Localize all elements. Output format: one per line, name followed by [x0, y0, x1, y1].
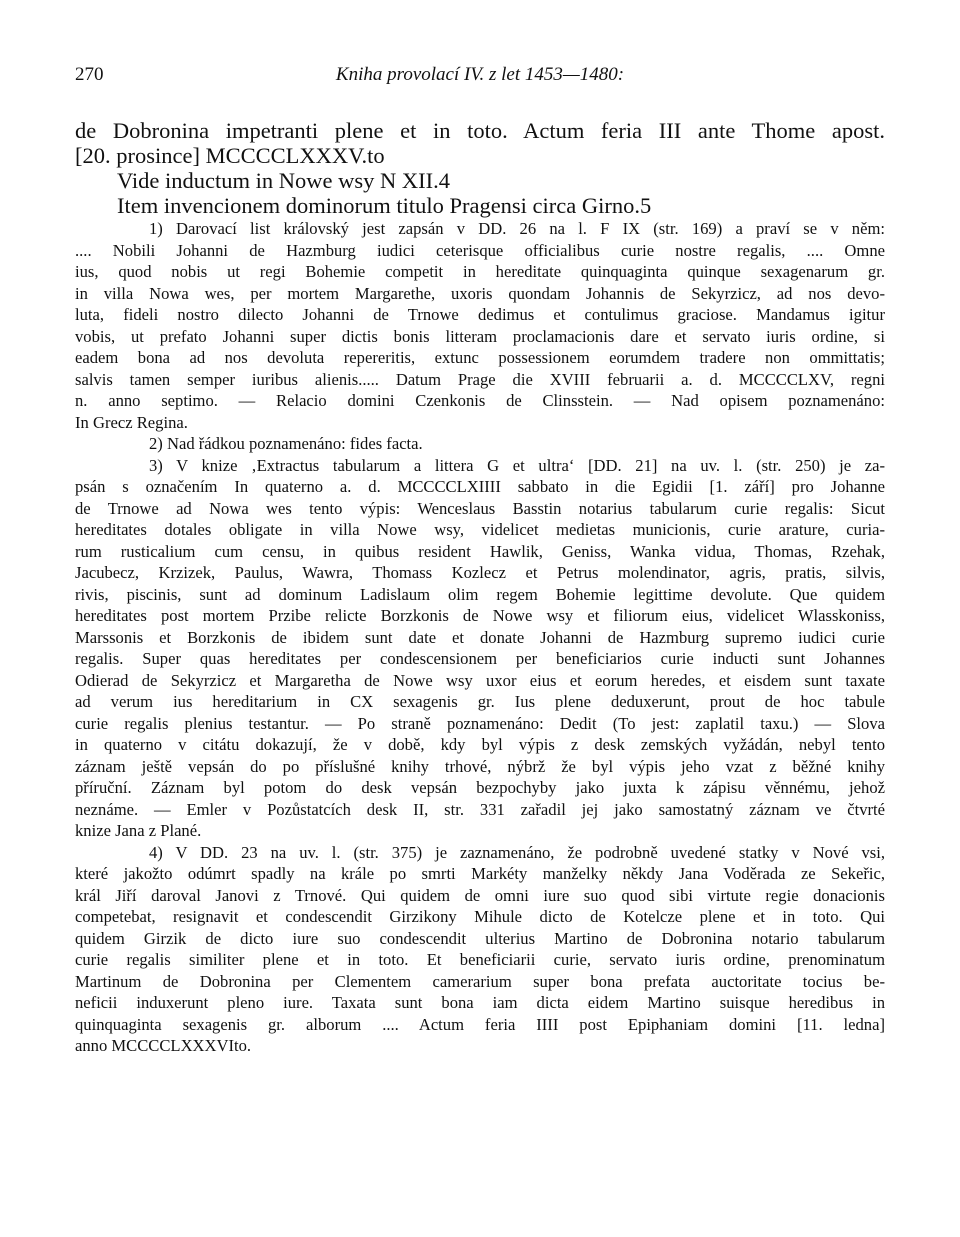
footnote-4-line: quinquaginta sexagenis gr. alborum .... Actum feria IIII post Epiphaniam domini [11. ledna]: [75, 1014, 885, 1034]
footnote-3-line: 3) V knize ‚Extractus tabularum a littera G et ultra‘ [DD. 21] na uv. l. (str. 250) je za-: [149, 455, 885, 475]
footnote-4-line: 4) V DD. 23 na uv. l. (str. 375) je zaznamenáno, že podrobně uvedené statky v Nové vsi,: [149, 842, 885, 862]
footnote-3-line: psán s označením In quaterno a. d. MCCCCLXIIII sabbato in die Egidii [1. září] pro Johanne: [75, 477, 885, 496]
footnote-1-line: vobis, ut prefato Johanni super dictis bonis litteram proclamacionis dare et servato iuris ordine, si: [75, 326, 885, 346]
footnote-3-line: rivis, piscinis, sunt ad dominum Ladislaum olim regem Bohemie legittime devolute. Que quidem: [75, 584, 885, 604]
main-text-line: [20. prosince] MCCCCLXXXV.to: [75, 143, 385, 168]
footnote-1-line: n. anno septimo. — Relacio domini Czenkonis de Clinsstein. — Nad opisem poznamenáno:: [75, 391, 885, 410]
footnote-3-line: hereditates dotales obligate in villa Nowe wsy, videlicet medietas municionis, curie arature, curia-: [75, 520, 885, 539]
footnote-3-line: rum rusticalium cum censu, in quibus resident Hawlik, Geniss, Wanka vidua, Thomas, Rzehak,: [75, 541, 885, 561]
page-header: [75, 64, 885, 88]
footnote-4-line: král Jiří daroval Janovi z Trnové. Qui quidem de omni iure suo quod sibi virtute regie donacionis: [75, 885, 885, 905]
footnote-3-line: Marssonis et Borzkonis de ibidem sunt date et donate Johanni de Hazmburg supremo iudici curie: [75, 627, 885, 647]
footnote-4-line: curie regalis similiter plene et in toto. Et beneficiarii curie, servato iuris ordine, prenominatum: [75, 950, 885, 969]
footnote-3-line: de Trnowe ad Nowa wes tento výpis: Wenceslaus Basstin notarius tabularum curie regalis: Sicut: [75, 498, 885, 518]
footnote-3-line: ad verum ius hereditarium in CX sexagenis gr. Ius plene deduxerunt, prout de hoc tabule: [75, 692, 885, 711]
footnotes: [75, 218, 885, 1057]
footnote-4-line: které jakožto odúmrt spadly na krále po smrti Markéty manželky někdy Jana Voděrada ze Sekeřic,: [75, 864, 885, 883]
running-title: Kniha provolací IV. z let 1453—1480:: [335, 64, 625, 85]
footnote-1-line: in villa Nowa wes, per mortem Margarethe, uxoris quondam Johannis de Sekyrzicz, ad nos devo-: [75, 283, 885, 303]
footnote-3-line: hereditates post mortem Przibe relicte Borzkonis de Nowe wsy et filiorum eius, videlicet Wlasskoniss,: [75, 606, 885, 625]
footnote-3-line: knize Jana z Plané.: [75, 821, 202, 840]
main-text-line: Vide inductum in Nowe wsy N XII.4: [117, 168, 450, 193]
footnote-1-line: In Grecz Regina.: [75, 412, 188, 432]
footnote-4-line: anno MCCCCLXXXVIto.: [75, 1036, 252, 1055]
footnote-3-line: neznáme. — Emler v Pozůstatcích desk II, str. 331 zařadil jej jako samostatný záznam ve čtvrté: [75, 799, 885, 819]
footnote-2-line: 2) Nad řádkou poznamenáno: fides facta.: [149, 434, 423, 453]
footnote-1-line: luta, fideli nostro dilecto Johanni de Trnowe dedimus et contulimus graciose. Mandamus igitur: [75, 305, 885, 324]
footnote-1-line: eadem bona ad nos devoluta repereritis, extunc possessionem eorumdem tradere non ommittatis;: [75, 348, 885, 367]
footnote-3-line: Odierad de Sekyrzicz et Margaretha de Nowe wsy uxor eius et eorum heredes, et eisdem sunt taxate: [75, 670, 885, 690]
main-text-line: Item invencionem dominorum titulo Pragensi circa Girno.5: [117, 193, 652, 218]
footnote-4-line: Martinum de Dobronina per Clementem camerarium super bona prefata auctoritate tocius be-: [75, 971, 885, 991]
footnote-1-line: 1) Darovací list královský jest zapsán v DD. 26 na l. F IX (str. 169) a praví se v něm:: [149, 219, 885, 238]
footnote-4-line: competebat, resignavit et condescendit Girzikony Mihule dicto de Kotelcze plene et in toto. Qui: [75, 907, 885, 926]
footnote-3-line: regalis. Super quas hereditates per condescensionem per beneficiarios curie inducti sunt Johannes: [75, 649, 885, 668]
footnote-4-line: quidem Girzik de dicto iure suo condescendit ulterius Martino de Dobronina notario tabularum: [75, 928, 885, 948]
footnote-3-line: záznam ještě vepsán do po příslušné knihy trhové, nýbrž že byl výpis jeho vzat z běžné knihy: [75, 756, 885, 776]
main-text-line: de Dobronina impetranti plene et in toto. Actum feria III ante Thome apost.: [75, 118, 885, 143]
footnote-4-line: neficii induxerunt pleno iure. Taxata sunt bona iam dicta eidem Martino suisque heredibus in: [75, 993, 885, 1012]
footnote-1-line: salvis tamen semper iuribus alienis..... Datum Prage die XVIII februarii a. d. MCCCCLXV, regni: [75, 369, 885, 389]
footnote-3-line: příruční. Záznam byl potom do desk vepsán bezpochyby jako juxta k zápisu věnnému, jehož: [75, 778, 885, 797]
footnote-3-line: in quaterno v citátu dokazují, že v době, kdy byl výpis z desk zemských vyžádán, nebyl tento: [75, 735, 885, 754]
footnote-1-line: ius, quod nobis ut regi Bohemie competit in hereditate quinquaginta quinque sexagenarum gr.: [75, 262, 885, 281]
footnote-3-line: Jacubecz, Krzizek, Paulus, Wawra, Thomass Kozlecz et Petrus molendinator, agris, pratis, silvis,: [75, 563, 885, 582]
footnote-3-line: curie regalis plenius testantur. — Po straně poznamenáno: Dedit (To jest: zaplatil taxu.) — Slova: [75, 713, 885, 733]
page-number: 270: [75, 64, 104, 85]
footnote-1-line: .... Nobili Johanni de Hazmburg iudici ceterisque officialibus curie nostre regalis, .... Omne: [75, 240, 885, 260]
